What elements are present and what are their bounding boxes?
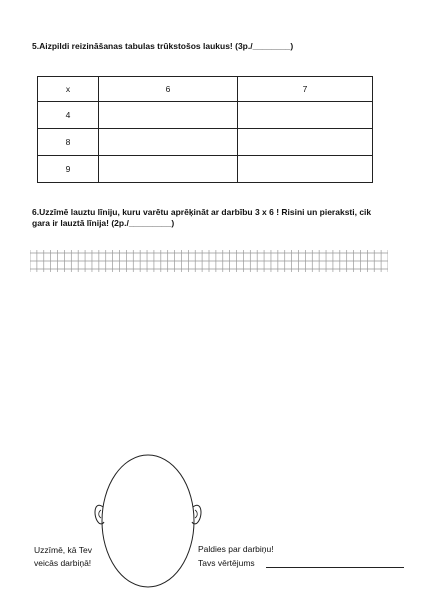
task5-title: 5.Aizpildi reizināšanas tabulas trūkstošos laukus! (3p./________)	[32, 41, 294, 51]
table-row	[38, 129, 373, 156]
prompt-line-1: Uzzīmē, kā Tev	[34, 545, 92, 555]
table-row	[38, 156, 373, 183]
thanks-block	[198, 542, 274, 570]
score-field[interactable]	[266, 567, 404, 568]
task6-title: 6.Uzzīmē lauztu līniju, kuru varētu aprēķināt ar darbību 3 x 6 ! Risini un pieraksti, cik gara ir lauztā līnija! (2p./_________)	[32, 207, 372, 228]
table-header-row	[38, 77, 373, 102]
answer-cell[interactable]	[99, 156, 238, 183]
drawing-grid[interactable]	[30, 250, 388, 272]
table-row-label: 4	[38, 102, 99, 129]
answer-cell[interactable]	[238, 102, 373, 129]
table-row	[38, 102, 373, 129]
table-row-label: 8	[38, 129, 99, 156]
draw-feeling-prompt	[34, 544, 92, 570]
table-header-cell: 6	[99, 77, 238, 102]
face-outline-drawing[interactable]	[92, 452, 204, 590]
table-header-cell: x	[38, 77, 99, 102]
table-header-cell: 7	[238, 77, 373, 102]
table-row-label: 9	[38, 156, 99, 183]
score-label: Tavs vērtējums	[198, 558, 255, 568]
multiplication-table	[37, 76, 373, 183]
answer-cell[interactable]	[238, 129, 373, 156]
answer-cell[interactable]	[238, 156, 373, 183]
answer-cell[interactable]	[99, 102, 238, 129]
answer-cell[interactable]	[99, 129, 238, 156]
thanks-text: Paldies par darbiņu!	[198, 544, 274, 554]
prompt-line-2: veicās darbiņā!	[34, 558, 92, 568]
